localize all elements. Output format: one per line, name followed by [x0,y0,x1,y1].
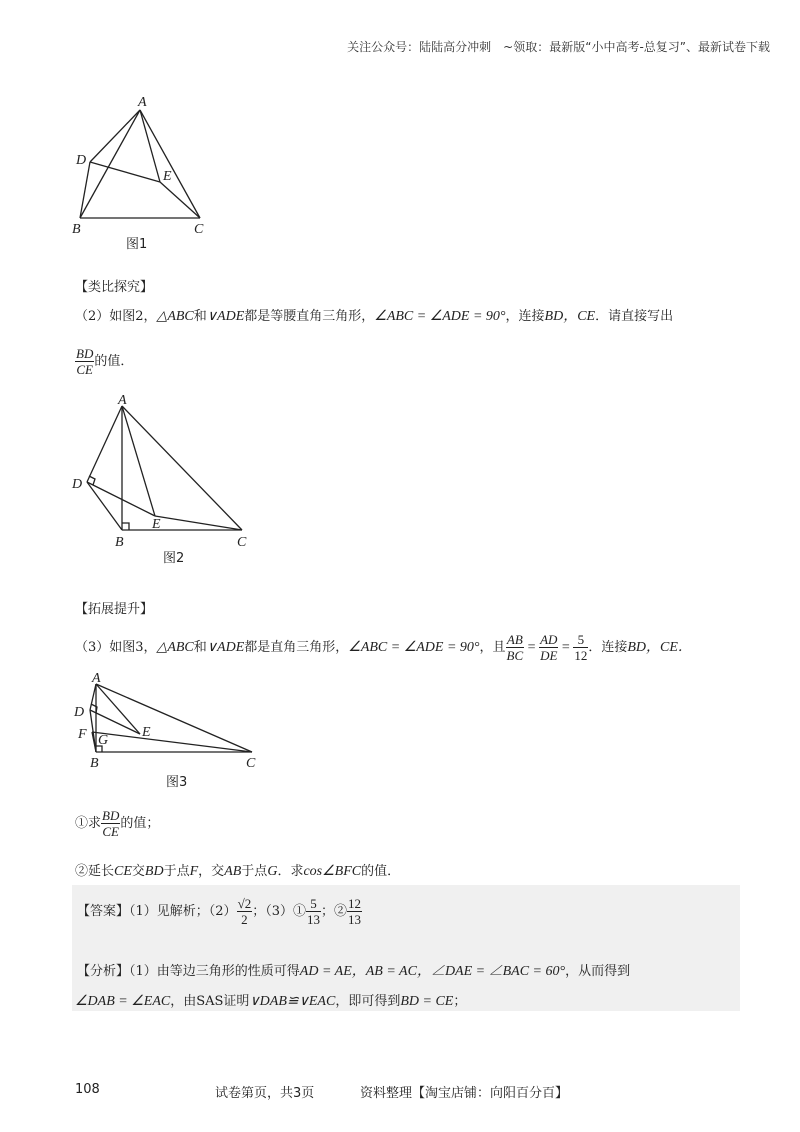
q3-fraction-5-12: $\frac{5}{12}$ [574,632,588,663]
figure-3 [70,670,270,792]
q3-fraction-ab-bc: $\frac{AB}{BC}$ [506,632,524,663]
fig3-label-f: F [78,727,87,742]
question-2-line [75,305,673,325]
analysis-text-2b: ，即可得到 [335,994,401,1009]
fig2-line-ad [87,406,122,482]
answer-fraction-2: $\frac{12}{13}$ [348,896,361,927]
sub2-qiu: ．求 [277,864,304,879]
sub-question-1 [75,808,159,839]
analysis-math-2: ∠DAB = ∠EAC [75,994,171,1009]
q2-fraction: $\frac{BD}{CE}$ [76,346,94,377]
fig1-line-ec [160,182,200,218]
fig1-line-ac [140,110,200,218]
sub2-f: F [189,864,199,879]
answer-sqrt-fraction: $\frac{√2}{2}$ [237,896,252,927]
fig1-caption: 图1 [126,237,148,252]
sub2-jiao: 交 [131,864,145,879]
sub2-yudian2: 于点 [241,864,268,879]
q3-prefix: （3）如图3， [75,640,157,655]
fig2-line-ec [155,516,242,530]
q3-tri2: ∨ADE [206,640,245,655]
fig2-label-a: A [118,393,127,408]
analysis-math-2c: BD = CE [400,994,454,1009]
fig3-caption: 图3 [166,775,188,790]
q3-tri1: △ABC [156,640,194,655]
fig3-line-de [90,710,140,734]
answer-label: 【答案】 [77,904,130,919]
q2-tail: 的值． [94,354,134,369]
fig3-label-e: E [142,725,151,740]
section-analogy-title: 【类比探究】 [75,280,154,295]
sub2-bd: BD [144,864,164,879]
sub1-prefix: ①求 [75,816,102,831]
fig1-label-d: D [76,153,87,168]
analysis-line-1 [77,960,630,980]
section-extend-title: 【拓展提升】 [75,602,154,617]
figure-2 [60,390,270,570]
fig2-caption: 图2 [163,551,185,566]
fig3-label-a: A [92,671,101,686]
answer-part4: ；② [320,904,347,919]
q2-tri1: △ABC [156,309,194,324]
answer-part1: （1）见解析；（2） [129,904,237,919]
question-2-fraction-line [75,346,133,377]
fig2-label-c: C [237,535,247,550]
fig2-label-d: D [72,477,83,492]
fig1-label-a: A [138,95,147,110]
sub2-jiao2: ，交 [198,864,225,879]
q3-segs: BD，CE． [627,640,692,655]
fig3-label-b: B [90,756,99,771]
sub1-fraction: $\frac{BD}{CE}$ [102,808,120,839]
q2-mid: 都是等腰直角三角形， [244,309,375,324]
fig1-line-ae [140,110,160,182]
sub2-ce: CE [114,864,132,879]
sub2-cos: cos∠BFC [303,864,362,879]
answer-fraction-1: $\frac{5}{13}$ [306,896,320,927]
sub2-ab: AB [224,864,242,879]
fig1-label-c: C [194,222,204,237]
figure-1 [60,90,230,255]
fig2-line-de [87,482,155,516]
sub2-tail: 的值． [361,864,401,879]
q2-link: ，连接 [505,309,545,324]
q2-tri2: ∨ADE [206,309,245,324]
fig1-label-e: E [163,169,172,184]
q3-link: ．连接 [588,640,628,655]
analysis-text-1a: （1）由等边三角形的性质可得 [129,964,300,979]
q2-prefix: （2）如图2， [75,309,157,324]
sub2-yudian: 于点 [163,864,190,879]
q3-qie: ，且 [479,640,506,655]
analysis-text-2a: ，由SAS证明 [170,994,250,1009]
analysis-text-2c: ； [453,994,467,1009]
page-number: 108 [75,1082,100,1097]
sub-question-2 [75,860,400,880]
fig1-label-b: B [72,222,81,237]
q3-angle: ∠ABC = ∠ADE = 90° [348,640,480,655]
q2-segs: BD，CE [544,309,596,324]
footer-page-info: 试卷第页，共3页 [215,1086,315,1101]
q2-angle: ∠ABC = ∠ADE = 90° [374,309,506,324]
footer-source: 资料整理【淘宝店铺：向阳百分百】 [360,1086,569,1101]
question-3-line: （3）如图3，△ABC和∨ADE都是直角三角形，∠ABC = ∠ADE = 90°，且 $\frac{AB}{BC}$ = $\frac{AD}{DE}$ = $\frac{5}{12}$ ．连接BD，CE． [75,632,692,663]
fig2-label-b: B [115,535,124,550]
fig3-label-c: C [246,756,256,771]
fig1-line-de [90,162,160,182]
q3-and: 和 [193,640,207,655]
analysis-label: 【分析】 [77,964,130,979]
q3-mid: 都是直角三角形， [244,640,349,655]
page-header: 关注公众号：陆陆高分冲刺 ~领取：最新版“小中高考-总复习”、最新试卷下载 [347,40,770,54]
answer-line [77,896,362,927]
fig2-line-db [87,482,122,530]
analysis-math-2b: ∨DAB≌∨EAC [249,994,336,1009]
q2-and: 和 [193,309,207,324]
analysis-text-1b: ，从而得到 [565,964,631,979]
sub2-g: G [267,864,278,879]
sub2-prefix: ②延长 [75,864,115,879]
sub1-tail: 的值； [120,816,160,831]
q3-fraction-ad-de: $\frac{AD}{DE}$ [540,632,558,663]
fig3-label-g: G [98,733,109,748]
fig3-line-ae [96,684,140,734]
q2-ask: ．请直接写出 [595,309,674,324]
fig2-right-angle-b [122,523,129,530]
analysis-line-2 [75,990,466,1010]
answer-part3: ；（3）① [252,904,306,919]
fig3-label-d: D [74,705,85,720]
analysis-math-1: AD = AE，AB = AC，∠DAE = ∠BAC = 60° [299,964,566,979]
fig2-label-e: E [152,517,161,532]
